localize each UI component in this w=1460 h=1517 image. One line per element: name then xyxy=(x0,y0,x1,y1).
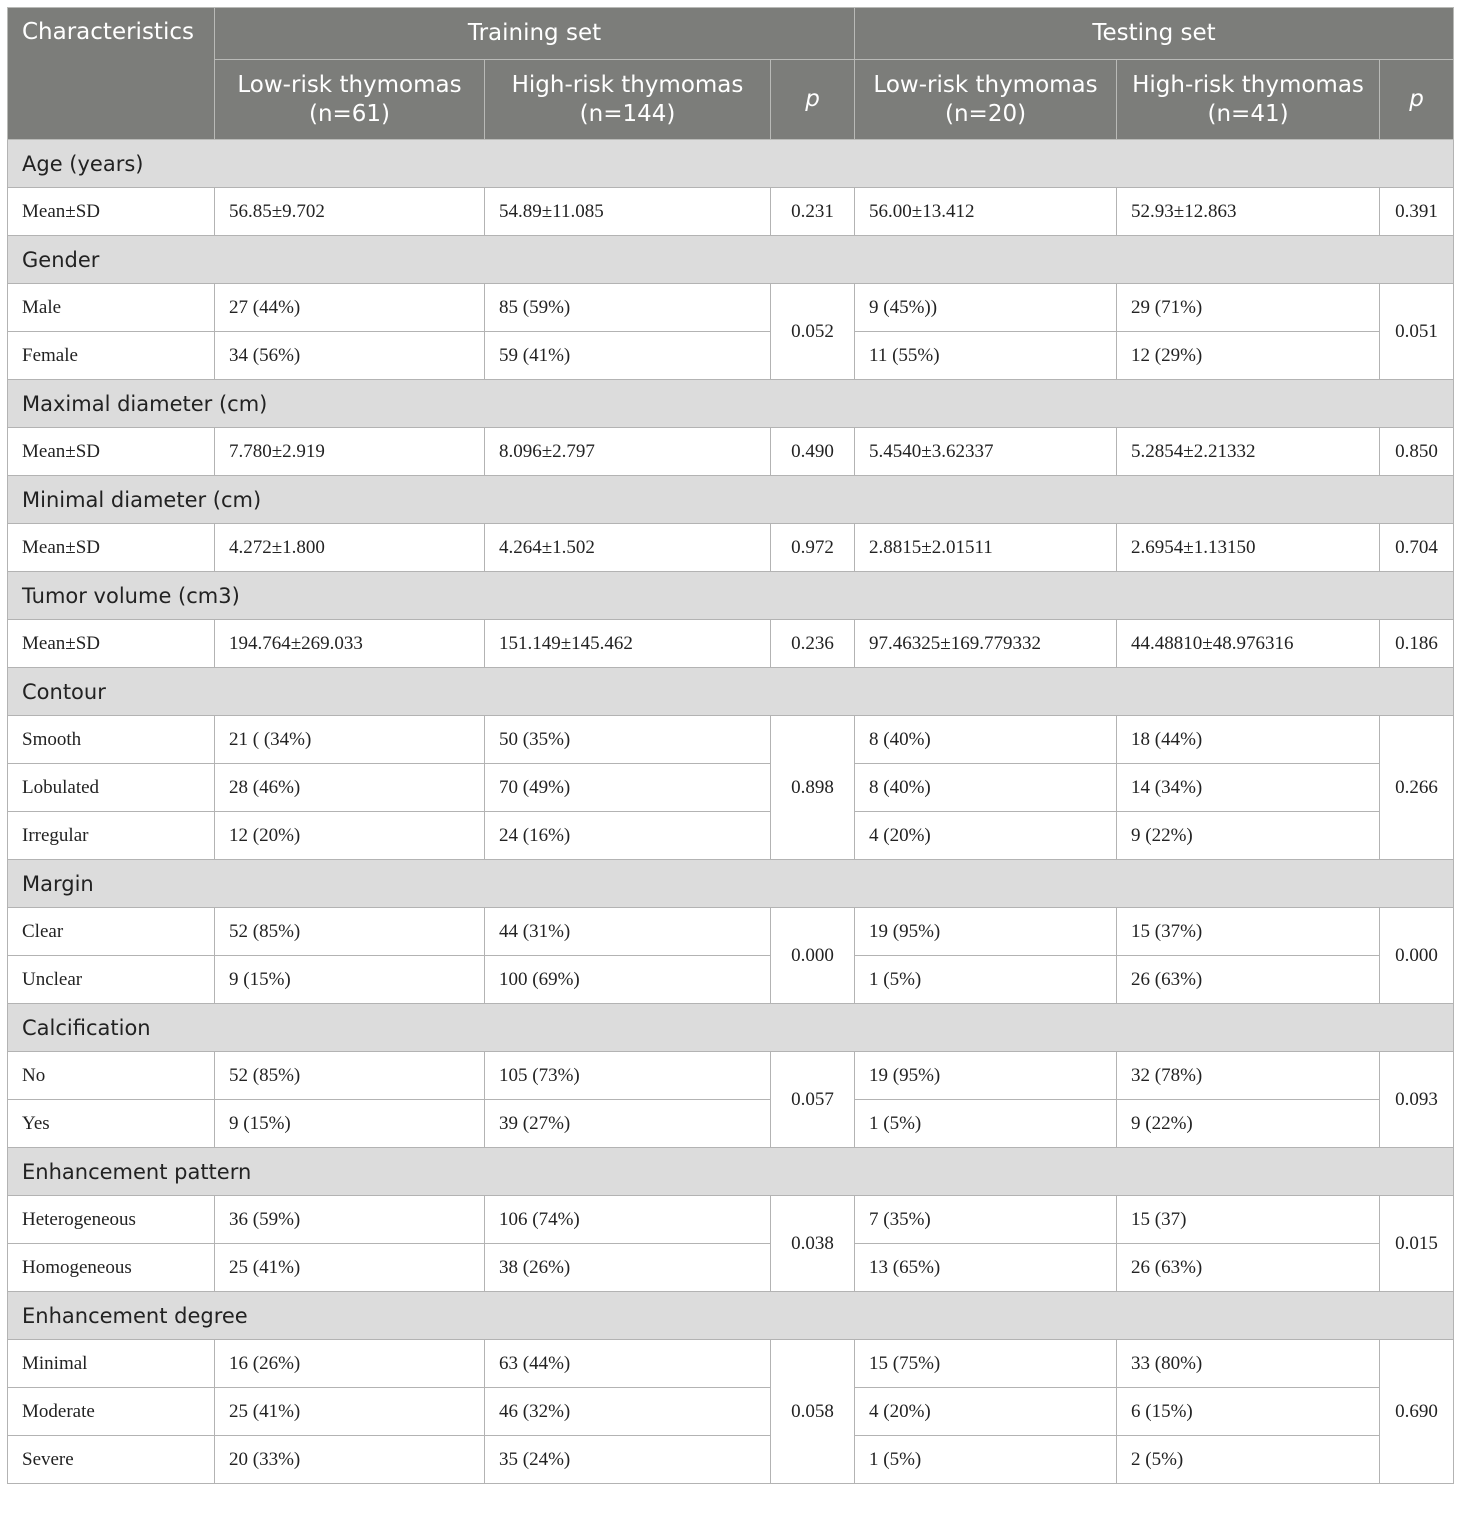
table-row xyxy=(8,812,1454,860)
testing-low-risk-cell: 4 (20%) xyxy=(855,1388,1117,1436)
testing-p-value: 0.000 xyxy=(1380,908,1454,1004)
section-title: Minimal diameter (cm) xyxy=(8,476,1454,524)
section-title: Age (years) xyxy=(8,140,1454,188)
header-high-risk-testing: High-risk thymomas (n=41) xyxy=(1117,60,1380,140)
testing-low-risk-cell: 19 (95%) xyxy=(855,908,1117,956)
section-header-row xyxy=(8,1292,1454,1340)
testing-low-risk-cell: 97.46325±169.779332 xyxy=(855,620,1117,668)
training-p-value: 0.972 xyxy=(771,524,855,572)
testing-low-risk-cell: 1 (5%) xyxy=(855,1100,1117,1148)
row-label: No xyxy=(8,1052,215,1100)
testing-p-value: 0.266 xyxy=(1380,716,1454,860)
training-p-value: 0.058 xyxy=(771,1340,855,1484)
testing-p-value: 0.051 xyxy=(1380,284,1454,380)
testing-p-value: 0.704 xyxy=(1380,524,1454,572)
testing-high-risk-cell: 9 (22%) xyxy=(1117,1100,1380,1148)
section-title: Tumor volume (cm3) xyxy=(8,572,1454,620)
table-row xyxy=(8,1388,1454,1436)
section-title: Enhancement degree xyxy=(8,1292,1454,1340)
row-label: Mean±SD xyxy=(8,428,215,476)
training-low-risk-cell: 7.780±2.919 xyxy=(215,428,485,476)
training-p-value: 0.052 xyxy=(771,284,855,380)
table-row xyxy=(8,332,1454,380)
row-label: Female xyxy=(8,332,215,380)
row-label: Irregular xyxy=(8,812,215,860)
table-row xyxy=(8,1052,1454,1100)
row-label: Mean±SD xyxy=(8,620,215,668)
row-label: Smooth xyxy=(8,716,215,764)
training-p-value: 0.236 xyxy=(771,620,855,668)
testing-high-risk-cell: 5.2854±2.21332 xyxy=(1117,428,1380,476)
testing-high-risk-cell: 26 (63%) xyxy=(1117,956,1380,1004)
training-p-value: 0.038 xyxy=(771,1196,855,1292)
testing-low-risk-cell: 7 (35%) xyxy=(855,1196,1117,1244)
table-row xyxy=(8,620,1454,668)
section-title: Gender xyxy=(8,236,1454,284)
row-label: Yes xyxy=(8,1100,215,1148)
section-title: Contour xyxy=(8,668,1454,716)
table-row xyxy=(8,1244,1454,1292)
row-label: Lobulated xyxy=(8,764,215,812)
testing-low-risk-cell: 19 (95%) xyxy=(855,1052,1117,1100)
training-low-risk-cell: 25 (41%) xyxy=(215,1388,485,1436)
testing-high-risk-cell: 15 (37) xyxy=(1117,1196,1380,1244)
table-row xyxy=(8,1100,1454,1148)
testing-p-value: 0.186 xyxy=(1380,620,1454,668)
table-row xyxy=(8,716,1454,764)
training-low-risk-cell: 4.272±1.800 xyxy=(215,524,485,572)
testing-high-risk-cell: 2 (5%) xyxy=(1117,1436,1380,1484)
testing-high-risk-cell: 44.48810±48.976316 xyxy=(1117,620,1380,668)
training-low-risk-cell: 27 (44%) xyxy=(215,284,485,332)
testing-low-risk-cell: 9 (45%)) xyxy=(855,284,1117,332)
header-characteristics: Characteristics xyxy=(8,8,215,140)
training-high-risk-cell: 46 (32%) xyxy=(485,1388,771,1436)
section-header-row xyxy=(8,572,1454,620)
testing-low-risk-cell: 8 (40%) xyxy=(855,764,1117,812)
training-low-risk-cell: 12 (20%) xyxy=(215,812,485,860)
testing-high-risk-cell: 18 (44%) xyxy=(1117,716,1380,764)
testing-low-risk-cell: 15 (75%) xyxy=(855,1340,1117,1388)
table-row xyxy=(8,524,1454,572)
row-label: Male xyxy=(8,284,215,332)
testing-low-risk-cell: 13 (65%) xyxy=(855,1244,1117,1292)
testing-low-risk-cell: 1 (5%) xyxy=(855,956,1117,1004)
header-low-risk-testing: Low-risk thymomas (n=20) xyxy=(855,60,1117,140)
table-row xyxy=(8,188,1454,236)
testing-high-risk-cell: 52.93±12.863 xyxy=(1117,188,1380,236)
testing-high-risk-cell: 32 (78%) xyxy=(1117,1052,1380,1100)
training-high-risk-cell: 8.096±2.797 xyxy=(485,428,771,476)
training-p-value: 0.057 xyxy=(771,1052,855,1148)
testing-low-risk-cell: 1 (5%) xyxy=(855,1436,1117,1484)
section-header-row xyxy=(8,236,1454,284)
testing-high-risk-cell: 29 (71%) xyxy=(1117,284,1380,332)
section-header-row xyxy=(8,1148,1454,1196)
training-low-risk-cell: 56.85±9.702 xyxy=(215,188,485,236)
training-low-risk-cell: 194.764±269.033 xyxy=(215,620,485,668)
row-label: Clear xyxy=(8,908,215,956)
training-high-risk-cell: 38 (26%) xyxy=(485,1244,771,1292)
testing-low-risk-cell: 4 (20%) xyxy=(855,812,1117,860)
training-high-risk-cell: 39 (27%) xyxy=(485,1100,771,1148)
header-training-set: Training set xyxy=(215,8,855,60)
table-header xyxy=(8,8,1454,140)
training-high-risk-cell: 54.89±11.085 xyxy=(485,188,771,236)
training-p-value: 0.898 xyxy=(771,716,855,860)
table-row xyxy=(8,1196,1454,1244)
characteristics-table xyxy=(7,7,1454,1484)
testing-p-value: 0.850 xyxy=(1380,428,1454,476)
table-body xyxy=(8,140,1454,1484)
training-low-risk-cell: 28 (46%) xyxy=(215,764,485,812)
row-label: Heterogeneous xyxy=(8,1196,215,1244)
testing-p-value: 0.015 xyxy=(1380,1196,1454,1292)
row-label: Mean±SD xyxy=(8,524,215,572)
testing-high-risk-cell: 15 (37%) xyxy=(1117,908,1380,956)
section-header-row xyxy=(8,668,1454,716)
table-row xyxy=(8,956,1454,1004)
training-low-risk-cell: 9 (15%) xyxy=(215,1100,485,1148)
testing-high-risk-cell: 14 (34%) xyxy=(1117,764,1380,812)
testing-high-risk-cell: 6 (15%) xyxy=(1117,1388,1380,1436)
row-label: Mean±SD xyxy=(8,188,215,236)
row-label: Moderate xyxy=(8,1388,215,1436)
table-row xyxy=(8,1340,1454,1388)
section-header-row xyxy=(8,476,1454,524)
testing-high-risk-cell: 26 (63%) xyxy=(1117,1244,1380,1292)
section-title: Margin xyxy=(8,860,1454,908)
training-high-risk-cell: 59 (41%) xyxy=(485,332,771,380)
training-high-risk-cell: 4.264±1.502 xyxy=(485,524,771,572)
section-header-row xyxy=(8,1004,1454,1052)
header-p-testing: p xyxy=(1380,60,1454,140)
training-p-value: 0.000 xyxy=(771,908,855,1004)
training-high-risk-cell: 63 (44%) xyxy=(485,1340,771,1388)
training-low-risk-cell: 34 (56%) xyxy=(215,332,485,380)
section-title: Maximal diameter (cm) xyxy=(8,380,1454,428)
training-high-risk-cell: 106 (74%) xyxy=(485,1196,771,1244)
row-label: Unclear xyxy=(8,956,215,1004)
table-row xyxy=(8,1436,1454,1484)
training-low-risk-cell: 52 (85%) xyxy=(215,908,485,956)
testing-low-risk-cell: 5.4540±3.62337 xyxy=(855,428,1117,476)
training-low-risk-cell: 36 (59%) xyxy=(215,1196,485,1244)
training-low-risk-cell: 21 ( (34%) xyxy=(215,716,485,764)
testing-high-risk-cell: 12 (29%) xyxy=(1117,332,1380,380)
training-low-risk-cell: 9 (15%) xyxy=(215,956,485,1004)
testing-p-value: 0.093 xyxy=(1380,1052,1454,1148)
training-low-risk-cell: 52 (85%) xyxy=(215,1052,485,1100)
testing-low-risk-cell: 2.8815±2.01511 xyxy=(855,524,1117,572)
training-high-risk-cell: 44 (31%) xyxy=(485,908,771,956)
characteristics-table-container xyxy=(7,7,1453,1484)
training-low-risk-cell: 20 (33%) xyxy=(215,1436,485,1484)
training-p-value: 0.490 xyxy=(771,428,855,476)
header-low-risk-training: Low-risk thymomas (n=61) xyxy=(215,60,485,140)
row-label: Minimal xyxy=(8,1340,215,1388)
training-low-risk-cell: 16 (26%) xyxy=(215,1340,485,1388)
testing-low-risk-cell: 56.00±13.412 xyxy=(855,188,1117,236)
section-title: Calcification xyxy=(8,1004,1454,1052)
training-p-value: 0.231 xyxy=(771,188,855,236)
testing-low-risk-cell: 8 (40%) xyxy=(855,716,1117,764)
training-low-risk-cell: 25 (41%) xyxy=(215,1244,485,1292)
table-row xyxy=(8,908,1454,956)
table-row xyxy=(8,428,1454,476)
training-high-risk-cell: 50 (35%) xyxy=(485,716,771,764)
table-row xyxy=(8,284,1454,332)
training-high-risk-cell: 24 (16%) xyxy=(485,812,771,860)
training-high-risk-cell: 100 (69%) xyxy=(485,956,771,1004)
testing-p-value: 0.690 xyxy=(1380,1340,1454,1484)
section-title: Enhancement pattern xyxy=(8,1148,1454,1196)
row-label: Severe xyxy=(8,1436,215,1484)
table-row xyxy=(8,764,1454,812)
section-header-row xyxy=(8,380,1454,428)
training-high-risk-cell: 35 (24%) xyxy=(485,1436,771,1484)
row-label: Homogeneous xyxy=(8,1244,215,1292)
training-high-risk-cell: 85 (59%) xyxy=(485,284,771,332)
header-p-training: p xyxy=(771,60,855,140)
training-high-risk-cell: 70 (49%) xyxy=(485,764,771,812)
testing-low-risk-cell: 11 (55%) xyxy=(855,332,1117,380)
testing-p-value: 0.391 xyxy=(1380,188,1454,236)
section-header-row xyxy=(8,860,1454,908)
training-high-risk-cell: 105 (73%) xyxy=(485,1052,771,1100)
testing-high-risk-cell: 9 (22%) xyxy=(1117,812,1380,860)
testing-high-risk-cell: 2.6954±1.13150 xyxy=(1117,524,1380,572)
header-testing-set: Testing set xyxy=(855,8,1454,60)
testing-high-risk-cell: 33 (80%) xyxy=(1117,1340,1380,1388)
training-high-risk-cell: 151.149±145.462 xyxy=(485,620,771,668)
section-header-row xyxy=(8,140,1454,188)
header-high-risk-training: High-risk thymomas (n=144) xyxy=(485,60,771,140)
